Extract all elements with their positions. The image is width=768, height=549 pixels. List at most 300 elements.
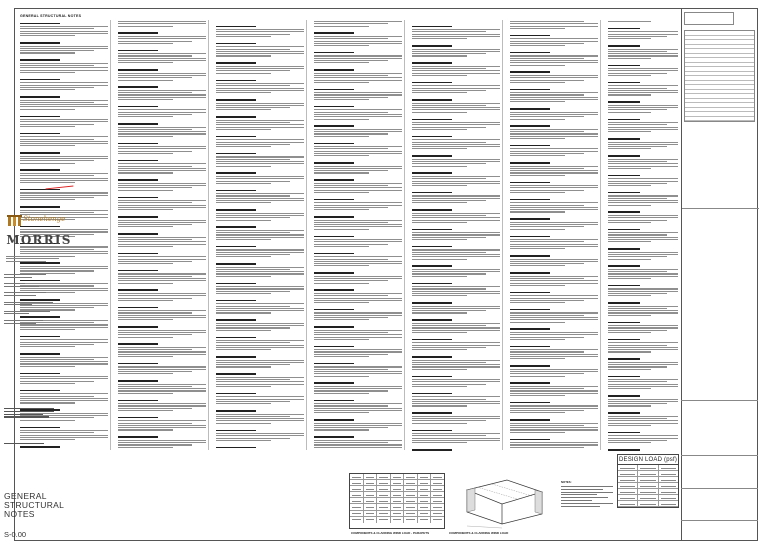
note-text-line xyxy=(20,133,60,135)
note-text-line xyxy=(20,124,94,125)
note-text-line xyxy=(216,416,290,417)
note-text-line xyxy=(412,62,452,64)
note-text-line xyxy=(314,80,402,81)
note-text-line xyxy=(216,75,304,78)
note-text-line xyxy=(412,323,500,324)
note-text-line xyxy=(510,351,584,352)
tb-divider xyxy=(681,400,758,401)
note-text-line xyxy=(314,199,354,201)
note-text-line xyxy=(314,99,369,100)
note-text-line xyxy=(608,416,678,417)
note-text-line xyxy=(510,60,598,61)
note-text-line xyxy=(314,400,354,402)
note-text-line xyxy=(510,261,598,262)
note-text-line xyxy=(412,246,452,248)
note-text-line xyxy=(20,385,108,388)
note-text-line xyxy=(314,32,354,34)
note-text-line xyxy=(412,384,486,385)
note-text-line xyxy=(118,58,206,59)
note-text-line xyxy=(20,72,75,73)
note-text-line xyxy=(314,304,402,307)
note-text-line xyxy=(314,263,402,264)
note-text-line xyxy=(608,60,678,63)
note-text-line xyxy=(20,195,108,196)
note-text-line xyxy=(510,358,565,359)
note-text-line xyxy=(314,405,388,406)
note-text-line xyxy=(412,295,467,296)
note-text-line xyxy=(118,285,206,288)
note-text-line xyxy=(216,366,271,367)
note-text-line xyxy=(412,103,500,104)
note-text-line xyxy=(216,381,304,382)
note-text-line xyxy=(608,442,651,443)
note-text-line xyxy=(118,38,206,39)
note-text-line xyxy=(608,146,667,147)
note-text-line xyxy=(118,356,173,357)
note-text-line xyxy=(314,112,388,113)
note-text-line xyxy=(216,190,256,192)
note-text-line xyxy=(118,289,158,291)
note-text-line xyxy=(510,218,550,220)
note-text-line xyxy=(412,148,467,149)
note-text-line xyxy=(216,345,304,346)
note-text-line xyxy=(412,99,452,101)
note-text-line xyxy=(510,119,565,120)
note-text-line xyxy=(608,205,651,206)
note-text-line xyxy=(20,420,75,421)
note-text-line xyxy=(118,129,192,130)
note-text-line xyxy=(20,152,60,154)
note-text-line xyxy=(314,168,402,169)
note-text-line xyxy=(412,356,452,358)
note-text-line xyxy=(412,215,486,216)
note-text-line xyxy=(608,358,640,360)
note-text-line xyxy=(608,293,667,294)
note-text-line xyxy=(314,222,388,223)
note-text-line xyxy=(216,440,271,441)
note-text-line xyxy=(314,346,354,348)
note-text-line xyxy=(412,73,500,74)
note-text-line xyxy=(314,253,354,255)
note-text-line xyxy=(314,289,354,291)
note-text-line xyxy=(216,283,256,285)
note-text-line xyxy=(510,194,598,197)
note-text-line xyxy=(20,268,108,269)
note-text-line xyxy=(608,369,651,370)
note-text-line xyxy=(510,80,584,81)
note-text-line xyxy=(314,187,402,188)
note-text-line xyxy=(412,278,500,281)
note-text-line xyxy=(216,438,290,439)
note-text-line xyxy=(20,87,94,88)
note-text-line xyxy=(314,101,402,104)
note-text-line xyxy=(510,395,565,396)
note-text-line xyxy=(20,175,94,176)
note-text-line xyxy=(216,131,304,134)
note-text-line xyxy=(216,373,256,375)
note-text-line xyxy=(608,34,678,35)
note-text-line xyxy=(314,43,402,44)
note-text-line xyxy=(608,273,678,274)
note-text-line xyxy=(20,52,75,53)
note-text-line xyxy=(510,175,565,176)
note-text-line xyxy=(20,42,60,44)
note-text-line xyxy=(216,46,304,47)
note-text-line xyxy=(314,158,402,161)
note-text-line xyxy=(20,119,108,120)
sheet-number: S-0.00 xyxy=(4,530,27,539)
note-text-line xyxy=(412,53,486,54)
note-text-line xyxy=(118,293,206,294)
note-text-line xyxy=(608,364,678,365)
note-text-line xyxy=(510,241,584,242)
note-text-line xyxy=(510,38,598,39)
note-text-line xyxy=(118,28,206,31)
note-text-line xyxy=(216,139,304,140)
note-text-line xyxy=(20,91,108,94)
note-text-line xyxy=(216,38,304,41)
note-text-line xyxy=(412,288,486,289)
note-text-line xyxy=(608,105,678,106)
note-text-line xyxy=(20,102,94,103)
tb-divider xyxy=(681,520,758,521)
notes-column-2 xyxy=(118,21,206,451)
note-text-line xyxy=(510,412,565,413)
note-text-line xyxy=(314,268,402,271)
note-text-line xyxy=(510,341,598,344)
note-text-line xyxy=(510,276,598,277)
note-text-line xyxy=(216,423,271,424)
note-text-line xyxy=(608,376,640,378)
note-text-line xyxy=(608,97,678,100)
note-text-line xyxy=(608,144,678,145)
note-text-line xyxy=(510,52,550,54)
note-text-line xyxy=(20,100,108,101)
note-text-line xyxy=(20,74,108,77)
note-text-line xyxy=(118,116,173,117)
note-text-line xyxy=(216,209,256,211)
stonehenge-wordmark: Stonehenge xyxy=(23,215,66,223)
note-text-line xyxy=(510,172,598,173)
note-text-line xyxy=(608,65,640,67)
note-text-line xyxy=(118,133,206,134)
note-text-line xyxy=(20,59,60,61)
note-text-line xyxy=(510,386,598,387)
note-text-line xyxy=(412,176,500,177)
note-text-line xyxy=(20,89,75,90)
note-text-line xyxy=(216,83,304,84)
note-text-line xyxy=(608,200,678,201)
note-text-line xyxy=(608,259,651,260)
note-text-line xyxy=(118,408,192,409)
note-text-line xyxy=(608,107,678,108)
note-text-line xyxy=(20,435,108,436)
morris-logo: MORRIS xyxy=(6,233,72,247)
note-text-line xyxy=(118,123,158,125)
note-text-line xyxy=(216,146,271,147)
note-text-line xyxy=(118,237,206,238)
note-text-line xyxy=(412,58,500,61)
note-text-line xyxy=(118,390,206,391)
note-text-line xyxy=(510,322,565,323)
note-text-line xyxy=(608,339,640,341)
note-text-line xyxy=(216,105,304,106)
note-text-line xyxy=(314,166,402,167)
note-text-line xyxy=(510,77,598,78)
note-text-line xyxy=(216,217,290,218)
note-text-line xyxy=(510,75,598,76)
note-text-line xyxy=(118,253,158,255)
note-text-line xyxy=(20,359,94,360)
note-text-line xyxy=(314,129,402,130)
note-text-line xyxy=(314,97,388,98)
note-text-line xyxy=(216,107,290,108)
note-text-line xyxy=(412,36,500,37)
note-text-line xyxy=(608,308,667,309)
note-text-line xyxy=(510,259,598,260)
note-text-line xyxy=(412,302,452,304)
note-text-line xyxy=(510,419,550,421)
note-text-line xyxy=(216,176,304,177)
note-text-line xyxy=(216,303,304,304)
note-text-line xyxy=(314,412,369,413)
note-text-line xyxy=(216,51,304,52)
note-text-line xyxy=(608,175,640,177)
note-text-line xyxy=(216,337,256,339)
note-text-line xyxy=(608,198,667,199)
note-text-line xyxy=(118,45,206,48)
note-text-line xyxy=(314,172,369,173)
note-text-line xyxy=(216,332,304,335)
note-text-line xyxy=(412,161,500,162)
note-text-line xyxy=(118,283,173,284)
note-text-line xyxy=(412,442,467,443)
note-text-line xyxy=(216,246,256,248)
note-text-line xyxy=(510,65,565,66)
note-text-line xyxy=(20,46,108,47)
note-text-line xyxy=(118,50,158,52)
note-text-line xyxy=(118,69,158,71)
note-text-line xyxy=(510,82,565,83)
note-text-line xyxy=(510,265,565,266)
note-text-line xyxy=(412,139,500,140)
note-text-line xyxy=(314,371,402,372)
note-text-line xyxy=(118,302,206,305)
note-text-line xyxy=(216,410,256,412)
note-text-line xyxy=(118,427,206,428)
stonehenge-icon xyxy=(6,212,22,228)
notes-column-6 xyxy=(510,21,598,451)
note-text-line xyxy=(216,442,304,445)
note-text-line xyxy=(510,55,598,56)
note-text-line xyxy=(118,280,206,281)
note-text-line xyxy=(412,229,452,231)
note-text-line xyxy=(510,231,598,234)
note-text-line xyxy=(216,269,290,270)
note-text-line xyxy=(510,378,598,381)
cladding-caption: COMPONENTS & CLADDING WIND LOAD xyxy=(449,531,509,535)
note-text-line xyxy=(20,139,94,140)
note-text-line xyxy=(608,28,640,30)
note-text-line xyxy=(20,206,60,208)
note-text-line xyxy=(412,312,467,313)
note-text-line xyxy=(118,337,173,338)
note-text-line xyxy=(608,325,678,326)
note-text-line xyxy=(216,237,304,238)
note-text-line xyxy=(412,334,500,337)
note-text-line xyxy=(314,116,402,117)
note-text-line xyxy=(412,107,500,108)
note-text-line xyxy=(412,166,467,167)
note-text-line xyxy=(216,163,304,164)
note-text-line xyxy=(118,363,158,365)
note-text-line xyxy=(118,131,206,132)
note-text-line xyxy=(314,319,369,320)
note-text-line xyxy=(608,127,678,128)
note-text-line xyxy=(216,195,290,196)
note-text-line xyxy=(118,226,173,227)
note-text-line xyxy=(118,322,206,325)
note-text-line xyxy=(118,295,206,296)
note-text-line xyxy=(216,202,271,203)
note-text-line xyxy=(118,319,173,320)
note-text-line xyxy=(412,254,500,255)
note-text-line xyxy=(510,371,598,372)
note-text-line xyxy=(216,88,304,89)
note-text-line xyxy=(20,192,108,193)
note-text-line xyxy=(608,269,678,270)
note-text-line xyxy=(216,166,271,167)
note-text-line xyxy=(510,129,598,130)
note-text-line xyxy=(118,447,173,448)
note-text-line xyxy=(608,138,640,140)
note-text-line xyxy=(20,376,108,377)
note-text-line xyxy=(510,423,598,424)
note-text-line xyxy=(314,295,388,296)
note-text-line xyxy=(314,131,402,132)
note-text-line xyxy=(118,429,173,430)
note-text-line xyxy=(216,300,256,302)
note-text-line xyxy=(118,185,206,186)
note-text-line xyxy=(608,85,678,86)
note-text-line xyxy=(314,309,354,311)
note-text-line xyxy=(608,181,678,182)
note-text-line xyxy=(608,185,651,186)
note-text-line xyxy=(510,292,550,294)
note-text-line xyxy=(20,422,108,425)
note-text-line xyxy=(118,233,158,235)
note-text-line xyxy=(608,427,678,430)
note-text-line xyxy=(510,162,550,164)
note-text-line xyxy=(118,202,192,203)
note-text-line xyxy=(314,298,402,299)
note-text-line xyxy=(412,412,452,414)
note-text-line xyxy=(608,224,678,227)
note-text-line xyxy=(20,353,60,355)
column-divider xyxy=(600,20,601,450)
note-text-line xyxy=(118,259,206,260)
note-text-line xyxy=(216,116,256,118)
note-text-line xyxy=(510,356,598,357)
note-text-line xyxy=(20,70,108,71)
note-text-line xyxy=(510,239,598,240)
note-text-line xyxy=(510,202,598,203)
note-text-line xyxy=(118,229,206,232)
note-text-line xyxy=(510,205,584,206)
note-text-line xyxy=(412,440,500,441)
note-text-line xyxy=(20,202,108,205)
note-text-line xyxy=(412,85,500,86)
title-block xyxy=(681,8,758,541)
note-text-line xyxy=(216,129,271,130)
sheet-name: GENERAL STRUCTURAL NOTES xyxy=(4,491,64,519)
note-text-line xyxy=(314,259,388,260)
note-text-line xyxy=(608,222,651,223)
note-text-line xyxy=(608,435,678,436)
note-text-line xyxy=(412,347,486,348)
note-text-line xyxy=(510,112,598,113)
column-divider xyxy=(502,20,503,450)
note-text-line xyxy=(510,177,598,180)
note-text-line xyxy=(20,253,108,254)
note-text-line xyxy=(20,31,108,32)
note-text-line xyxy=(412,185,467,186)
note-text-line xyxy=(510,339,565,340)
note-text-line xyxy=(118,21,206,22)
note-text-line xyxy=(20,79,60,81)
note-text-line xyxy=(216,288,304,289)
note-text-line xyxy=(412,21,500,24)
note-text-line xyxy=(510,108,550,110)
note-text-line xyxy=(314,378,402,381)
note-text-line xyxy=(118,423,192,424)
note-text-line xyxy=(608,21,651,22)
note-text-line xyxy=(510,346,550,348)
note-text-line xyxy=(314,211,402,214)
note-text-line xyxy=(412,112,467,113)
note-text-line xyxy=(118,106,158,108)
note-text-line xyxy=(412,94,500,97)
note-text-line xyxy=(608,371,678,374)
sheet-title: GENERAL STRUCTURAL NOTES xyxy=(20,14,82,18)
note-text-line xyxy=(314,89,354,91)
column-divider xyxy=(404,20,405,450)
note-text-line xyxy=(118,179,158,181)
note-text-line xyxy=(608,381,667,382)
note-text-line xyxy=(216,259,304,262)
note-text-line xyxy=(412,271,500,272)
note-text-line xyxy=(20,173,108,174)
note-text-line xyxy=(608,248,640,250)
note-text-line xyxy=(314,390,388,391)
note-text-line xyxy=(20,145,75,146)
note-text-line xyxy=(216,430,256,432)
note-text-line xyxy=(216,205,304,208)
note-text-line xyxy=(412,82,452,84)
note-text-line xyxy=(216,215,304,216)
note-text-line xyxy=(608,155,640,157)
note-text-line xyxy=(412,172,452,174)
note-text-line xyxy=(216,85,290,86)
note-text-line xyxy=(510,114,598,115)
note-text-line xyxy=(216,80,256,82)
note-text-line xyxy=(608,403,667,404)
note-text-line xyxy=(608,440,667,441)
note-text-line xyxy=(510,145,550,147)
note-text-line xyxy=(118,114,192,115)
note-text-line xyxy=(216,73,271,74)
note-text-line xyxy=(510,67,598,70)
